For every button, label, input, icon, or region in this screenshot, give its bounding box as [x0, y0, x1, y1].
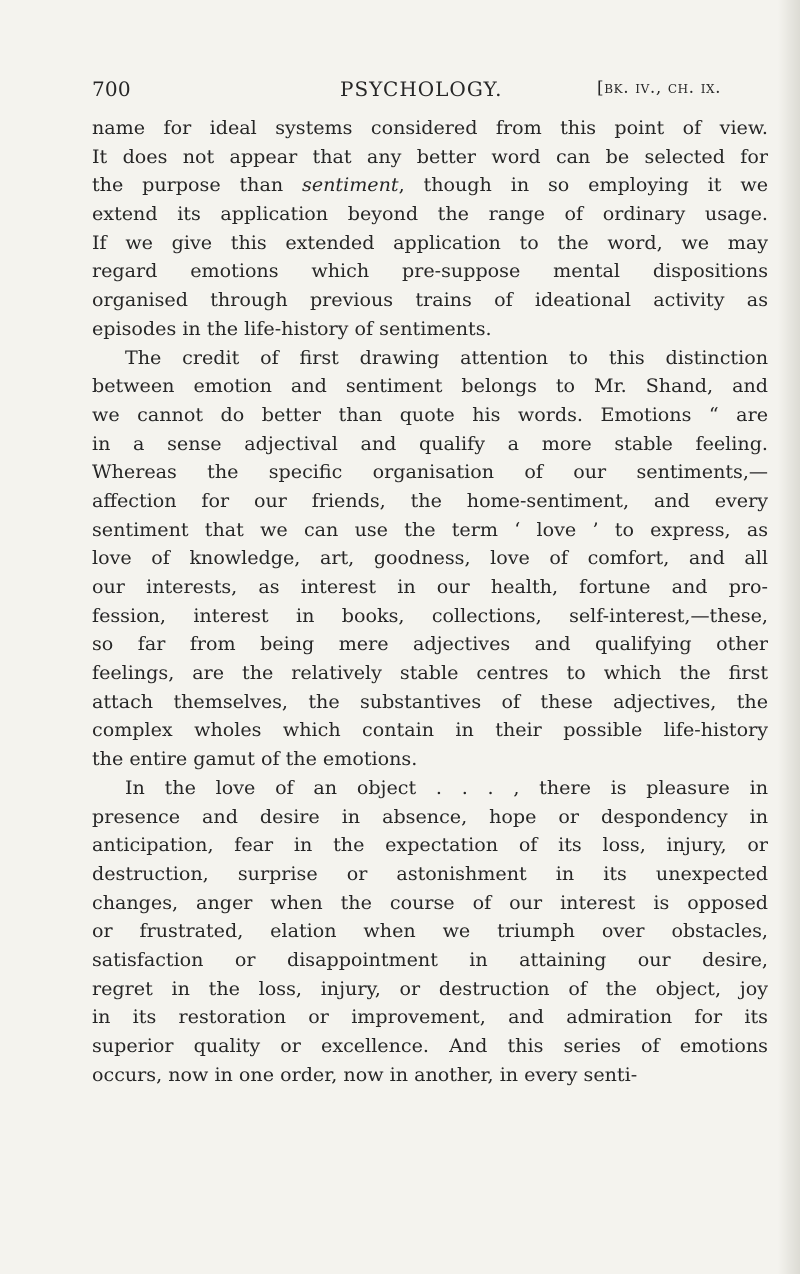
- page-header: [92, 77, 772, 103]
- text-line: satisfaction or disappointment in attaining our desire,: [92, 947, 768, 971]
- text-line: the entire gamut of the emotions.: [92, 747, 418, 771]
- text-line: It does not appear that any better word can be selected for: [92, 144, 768, 168]
- page-number: 700: [92, 77, 131, 101]
- text-line: affection for our friends, the home-sentiment, and every: [92, 488, 768, 512]
- text-line: presence and desire in absence, hope or despondency in: [92, 804, 768, 828]
- text-line: occurs, now in one order, now in another, in every senti-: [92, 1062, 638, 1086]
- text-line: so far from being mere adjectives and qualifying other: [92, 632, 768, 656]
- text-line: fession, interest in books, collections, self-interest,—these,: [92, 603, 768, 627]
- paragraph: [92, 774, 768, 1090]
- text-line: we cannot do better than quote his words. Emotions “ are: [92, 402, 768, 426]
- text-line: feelings, are the relatively stable centres to which the first: [92, 661, 768, 685]
- text-line: our interests, as interest in our health, fortune and pro-: [92, 575, 768, 598]
- text-line: extend its application beyond the range of ordinary usage.: [92, 202, 768, 226]
- paragraph: [92, 344, 768, 774]
- text-line: attach themselves, the substantives of these adjectives, the: [92, 689, 768, 713]
- text-line: love of knowledge, art, goodness, love of comfort, and all: [92, 546, 768, 570]
- text-line: regard emotions which pre-suppose mental dispositions: [92, 259, 768, 283]
- text-line: regret in the loss, injury, or destruction of the object, joy: [92, 976, 768, 1000]
- body-text: [92, 114, 768, 1089]
- text-line: complex wholes which contain in their possible life-history: [92, 718, 768, 742]
- text-line: the purpose than sentiment, though in so employing it we: [92, 173, 768, 197]
- text-line: In the love of an object . . . , there is pleasure in: [125, 775, 768, 799]
- text-line: episodes in the life-history of sentiments.: [92, 316, 492, 340]
- text-line: or frustrated, elation when we triumph over obstacles,: [92, 919, 768, 943]
- section-reference: [bk. iv., ch. ix.: [597, 78, 722, 98]
- text-line: changes, anger when the course of our interest is opposed: [92, 890, 768, 914]
- text-line: superior quality or excellence. And this series of emotions: [92, 1034, 768, 1057]
- text-line: If we give this extended application to the word, we may: [92, 230, 768, 254]
- text-line: in a sense adjectival and qualify a more stable feeling.: [92, 431, 768, 455]
- text-line: between emotion and sentiment belongs to Mr. Shand, and: [92, 374, 768, 398]
- text-line: Whereas the specific organisation of our sentiments,—: [92, 460, 768, 484]
- running-title: PSYCHOLOGY.: [340, 77, 503, 101]
- text-line: organised through previous trains of ideational activity as: [92, 288, 768, 312]
- text-line: destruction, surprise or astonishment in its unexpected: [92, 861, 768, 885]
- text-line: in its restoration or improvement, and admiration for its: [92, 1005, 768, 1029]
- text-line: The credit of first drawing attention to this distinction: [125, 345, 768, 369]
- paragraph: [92, 114, 768, 344]
- text-line: name for ideal systems considered from this point of view.: [92, 116, 768, 139]
- page-edge-shadow: [778, 0, 800, 1274]
- emphasis: sentiment: [302, 173, 399, 197]
- text-line: anticipation, fear in the expectation of its loss, injury, or: [92, 833, 768, 857]
- text-line: sentiment that we can use the term ‘ love ’ to express, as: [92, 517, 768, 541]
